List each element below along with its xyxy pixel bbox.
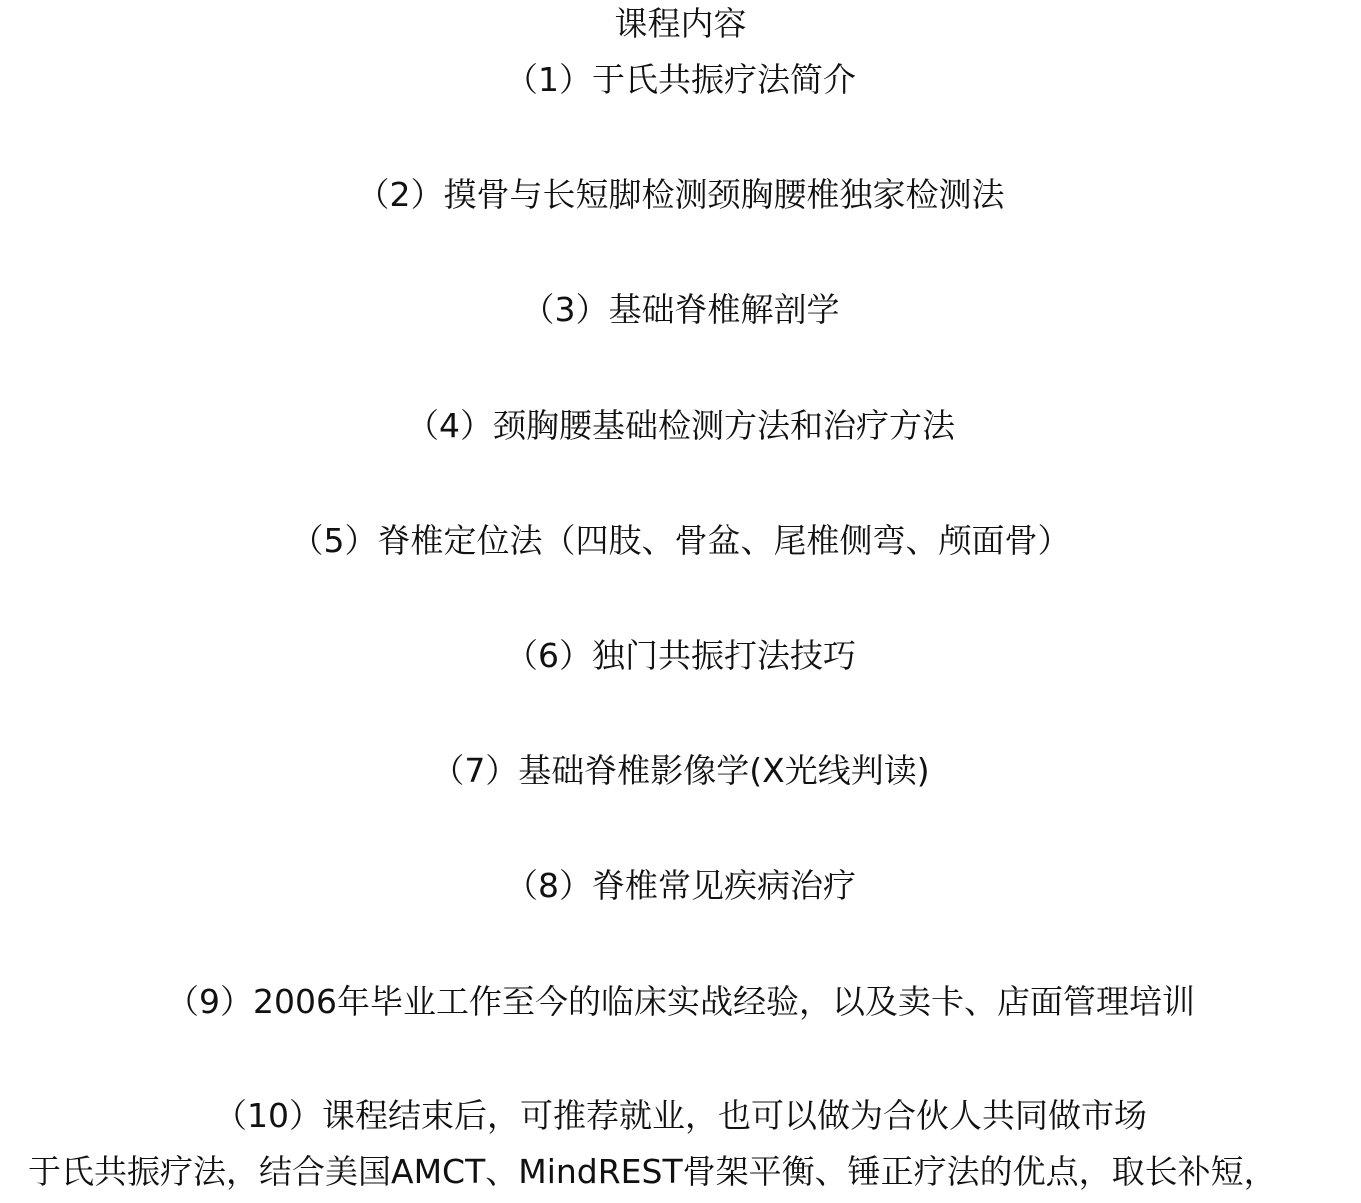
course-item-10: （10）课程结束后，可推荐就业，也可以做为合伙人共同做市场 (214, 1096, 1147, 1135)
course-item-8: （8）脊椎常见疾病治疗 (505, 866, 856, 905)
course-item-2: （2）摸骨与长短脚检测颈胸腰椎独家检测法 (356, 175, 1005, 214)
page-title: 课程内容 (614, 4, 747, 43)
trailing-paragraph-line: 于氏共振疗法，结合美国AMCT、MindREST骨架平衡、锤正疗法的优点，取长补短， (28, 1152, 1277, 1191)
course-item-7: （7）基础脊椎影像学(X光线判读) (431, 751, 930, 790)
course-item-3: （3）基础脊椎解剖学 (521, 290, 840, 329)
course-item-9: （9）2006年毕业工作至今的临床实战经验，以及卖卡、店面管理培训 (166, 982, 1195, 1021)
course-item-1: （1）于氏共振疗法简介 (505, 60, 856, 99)
course-item-5: （5）脊椎定位法（四肢、骨盆、尾椎侧弯、颅面骨） (290, 521, 1071, 560)
course-item-4: （4）颈胸腰基础检测方法和治疗方法 (406, 406, 955, 445)
course-item-6: （6）独门共振打法技巧 (505, 636, 856, 675)
